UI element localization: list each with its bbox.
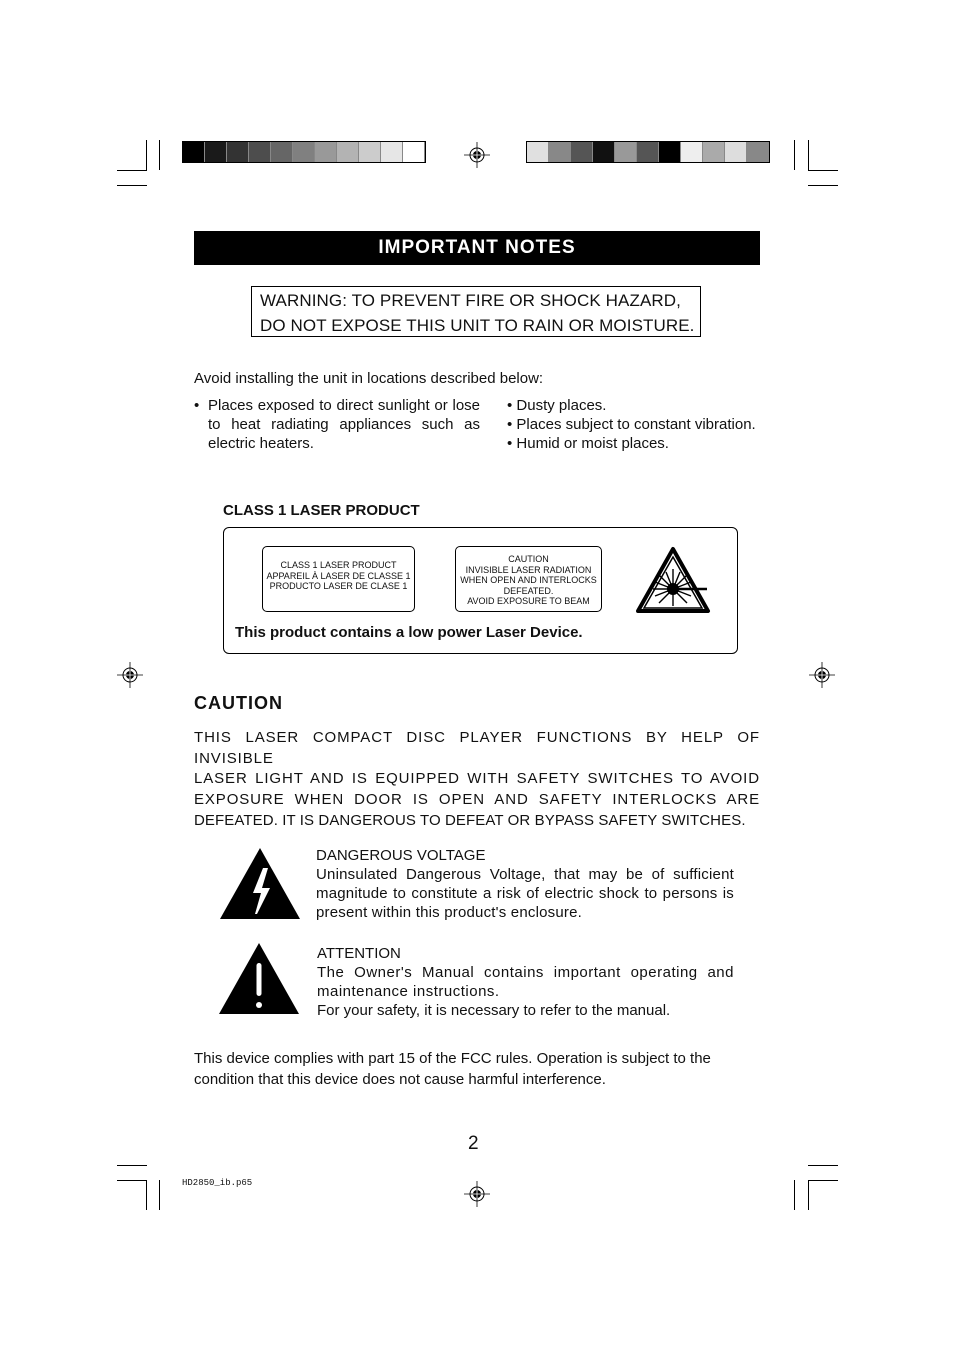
color-swatch <box>681 142 703 162</box>
color-swatch <box>403 142 425 162</box>
color-swatch <box>571 142 593 162</box>
dangerous-voltage-note <box>316 846 734 922</box>
laser-hazard-icon <box>635 546 711 614</box>
color-swatch <box>381 142 403 162</box>
color-swatch <box>747 142 769 162</box>
crop-mark <box>117 1165 147 1166</box>
color-swatch <box>637 142 659 162</box>
crop-mark <box>794 140 795 170</box>
crop-mark <box>808 1180 838 1181</box>
crop-mark <box>808 1165 838 1166</box>
color-swatch <box>659 142 681 162</box>
registration-mark-icon <box>464 142 490 168</box>
caution-line: THIS LASER COMPACT DISC PLAYER FUNCTIONS BY HELP OF INVISIBLE <box>194 729 760 767</box>
color-swatch <box>293 142 315 162</box>
color-swatch <box>205 142 227 162</box>
laser-note: This product contains a low power Laser Device. <box>235 624 583 641</box>
color-swatch <box>527 142 549 162</box>
color-swatch <box>271 142 293 162</box>
color-swatch <box>725 142 747 162</box>
color-bar-right <box>526 141 770 163</box>
attention-body: The Owner's Manual contains important operating and maintenance instructions. <box>317 964 734 1000</box>
location-item: • Humid or moist places. <box>507 435 669 452</box>
crop-mark <box>117 185 147 186</box>
warning-line-1: WARNING: TO PREVENT FIRE OR SHOCK HAZARD, <box>260 291 681 310</box>
color-swatch <box>549 142 571 162</box>
crop-mark <box>808 1180 809 1210</box>
label-line: APPAREIL À LASER DE CLASSE 1 <box>266 570 411 581</box>
color-swatch <box>359 142 381 162</box>
caution-title: CAUTION <box>194 693 283 713</box>
exclamation-warning-icon <box>219 943 299 1015</box>
label-line: CLASS 1 LASER PRODUCT <box>280 560 397 570</box>
class1-label <box>262 546 415 612</box>
attention-title: ATTENTION <box>317 945 401 962</box>
page-number: 2 <box>468 1133 479 1154</box>
voltage-title: DANGEROUS VOLTAGE <box>316 847 486 864</box>
color-swatch <box>593 142 615 162</box>
page-title: IMPORTANT NOTES <box>194 231 760 265</box>
registration-mark-icon <box>464 1181 490 1207</box>
locations-intro: Avoid installing the unit in locations described below: <box>194 370 544 387</box>
crop-mark <box>146 1180 147 1210</box>
registration-mark-icon <box>809 662 835 688</box>
label-line: INVISIBLE LASER RADIATION <box>465 564 592 575</box>
crop-mark <box>808 170 838 171</box>
laser-heading: CLASS 1 LASER PRODUCT <box>223 502 420 519</box>
crop-mark <box>159 140 160 170</box>
label-line: AVOID EXPOSURE TO BEAM <box>467 596 590 606</box>
bullet-icon: • <box>194 397 200 414</box>
label-line: DEFEATED. <box>503 585 554 596</box>
registration-mark-icon <box>117 662 143 688</box>
warning-box <box>251 286 701 337</box>
location-item: • Dusty places. <box>507 397 607 414</box>
crop-mark <box>794 1180 795 1210</box>
location-list-right <box>507 396 767 453</box>
laser-label-panel <box>223 527 738 654</box>
caution-line: EXPOSURE WHEN DOOR IS OPEN AND SAFETY INTERLOCKS ARE <box>194 791 760 809</box>
location-item: • Places subject to constant vibration. <box>507 416 756 433</box>
crop-mark <box>159 1180 160 1210</box>
caution-line: LASER LIGHT AND IS EQUIPPED WITH SAFETY SWITCHES TO AVOID <box>194 770 760 788</box>
crop-mark <box>808 185 838 186</box>
label-line: CAUTION <box>508 554 549 564</box>
fcc-statement: This device complies with part 15 of the FCC rules. Operation is subject to the condition that this device does not cause harmful interference. <box>194 1050 711 1088</box>
color-swatch <box>183 142 205 162</box>
voltage-body: Uninsulated Dangerous Voltage, that may be of sufficient magnitude to constitute a risk of electric shock to persons is present within this product's enclosure. <box>316 866 734 921</box>
caution-text <box>194 728 760 832</box>
color-swatch <box>249 142 271 162</box>
color-swatch <box>315 142 337 162</box>
crop-mark <box>117 1180 147 1181</box>
label-line: WHEN OPEN AND INTERLOCKS <box>460 575 597 585</box>
attention-body-2: For your safety, it is necessary to refer to the manual. <box>317 1002 671 1019</box>
color-swatch <box>337 142 359 162</box>
crop-mark <box>117 170 147 171</box>
file-name: HD2850_ib.p65 <box>182 1178 253 1188</box>
color-bar-left <box>182 141 426 163</box>
color-swatch <box>703 142 725 162</box>
location-item-sunlight: Places exposed to direct sunlight or lose to heat radiating appliances such as electric heaters. <box>208 397 480 452</box>
attention-note <box>317 944 734 1020</box>
crop-mark <box>146 140 147 170</box>
label-line: PRODUCTO LASER DE CLASE 1 <box>269 581 408 591</box>
warning-line-2: DO NOT EXPOSE THIS UNIT TO RAIN OR MOISTURE. <box>260 316 695 335</box>
caution-line: DEFEATED. IT IS DANGEROUS TO DEFEAT OR BYPASS SAFETY SWITCHES. <box>194 811 746 829</box>
crop-mark <box>808 140 809 170</box>
lightning-warning-icon <box>220 848 300 920</box>
color-swatch <box>227 142 249 162</box>
color-swatch <box>615 142 637 162</box>
caution-radiation-label <box>455 546 602 612</box>
